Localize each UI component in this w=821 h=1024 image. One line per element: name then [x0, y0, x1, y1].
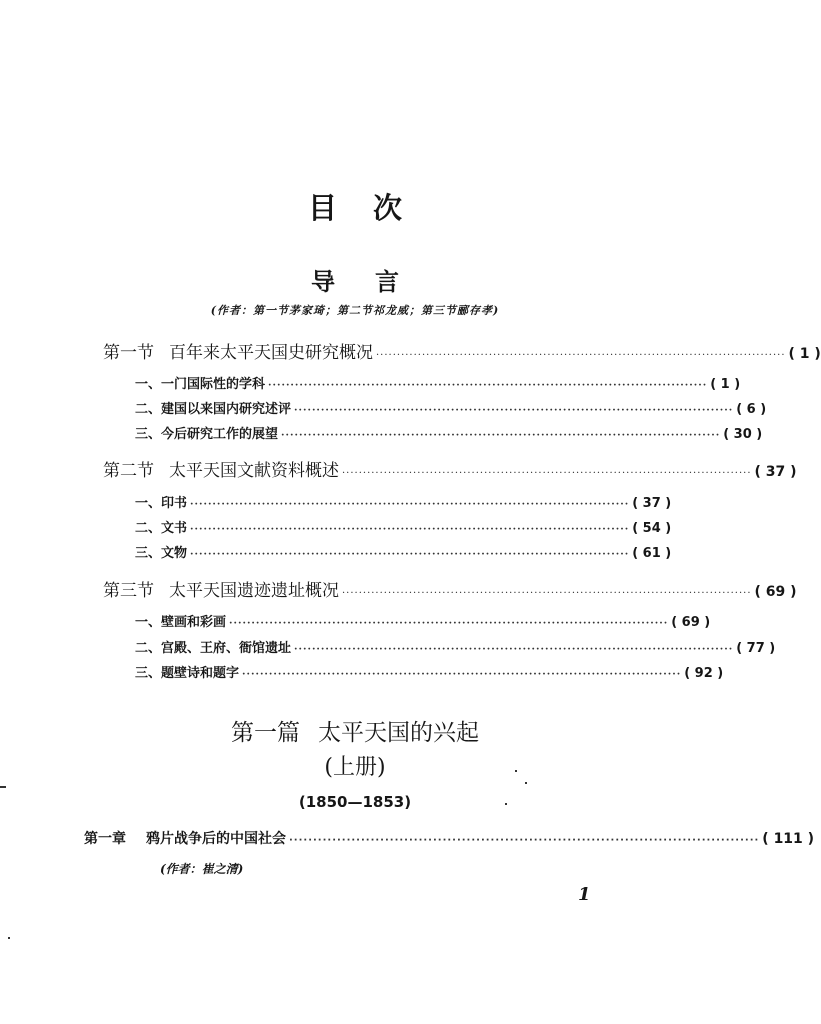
item-label: 三、文物: [135, 546, 188, 561]
dot-leader: ··································································································: [190, 499, 630, 510]
toc-item[interactable]: [135, 423, 763, 442]
item-page: ( 92 ): [684, 666, 724, 681]
page-title: 目次: [307, 191, 438, 225]
introduction-authors: (作者：第一节茅家琦；第二节祁龙威；第三节郦存孝): [210, 304, 500, 317]
toc-item[interactable]: [135, 517, 672, 536]
item-label: 二、建国以来国内研究述评: [135, 402, 292, 417]
toc-item[interactable]: [135, 398, 767, 417]
part-years: (1850—1853): [298, 793, 412, 811]
section-number: 第三节: [103, 581, 154, 601]
item-label: 一、印书: [135, 496, 188, 511]
chapter-author: (作者：崔之清): [160, 862, 244, 876]
section-number: 第二节: [103, 461, 154, 481]
toc-section-3[interactable]: [103, 576, 797, 601]
section-title: 太平天国遗迹遗址概况: [169, 581, 339, 601]
dot-leader: ··································································································: [342, 468, 752, 479]
part-number: 第一篇: [231, 720, 300, 746]
item-label: 一、壁画和彩画: [135, 615, 227, 630]
page-number: 1: [578, 884, 591, 905]
toc-section-2[interactable]: [103, 456, 797, 481]
item-page: ( 69 ): [671, 615, 711, 630]
item-label: 二、宫殿、王府、衙馆遗址: [135, 641, 292, 656]
section-page: ( 69 ): [754, 584, 797, 600]
scan-speck: [8, 937, 10, 939]
dot-leader: ··································································································: [342, 588, 752, 599]
item-page: ( 1 ): [710, 377, 741, 392]
section-page: ( 37 ): [754, 464, 797, 480]
dot-leader: ··································································································: [281, 430, 721, 441]
section-number: 第一节: [103, 343, 154, 363]
toc-item[interactable]: [135, 542, 672, 561]
scan-speck: [0, 786, 6, 788]
item-label: 三、今后研究工作的展望: [135, 427, 279, 442]
chapter-page: ( 111 ): [762, 831, 815, 847]
part-heading: [0, 714, 710, 747]
item-page: ( 30 ): [723, 427, 763, 442]
dot-leader: ··································································································: [289, 835, 760, 846]
section-title: 百年来太平天国史研究概况: [169, 343, 373, 363]
item-page: ( 54 ): [632, 521, 672, 536]
item-page: ( 6 ): [736, 402, 767, 417]
item-page: ( 61 ): [632, 546, 672, 561]
dot-leader: ··································································································: [242, 669, 682, 680]
part-title: 太平天国的兴起: [318, 720, 479, 746]
scan-speck: [525, 782, 527, 784]
toc-item[interactable]: [135, 373, 741, 392]
scan-speck: [505, 803, 507, 805]
dot-leader: ··································································································: [268, 380, 708, 391]
dot-leader: ··································································································: [376, 350, 786, 361]
item-label: 三、题壁诗和题字: [135, 666, 240, 681]
introduction-heading: 导言: [311, 268, 439, 296]
dot-leader: ··································································································: [190, 524, 630, 535]
item-page: ( 37 ): [632, 496, 672, 511]
toc-item[interactable]: [135, 492, 672, 511]
toc-chapter-1[interactable]: [84, 828, 815, 848]
chapter-title: 鸦片战争后的中国社会: [146, 831, 286, 847]
item-label: 一、一门国际性的学科: [135, 377, 266, 392]
volume-label: (上册): [324, 755, 386, 780]
dot-leader: ··································································································: [190, 549, 630, 560]
dot-leader: ··································································································: [294, 405, 734, 416]
toc-item[interactable]: [135, 611, 711, 630]
scan-speck: [515, 770, 517, 772]
toc-item[interactable]: [135, 662, 724, 681]
chapter-number: 第一章: [84, 831, 126, 847]
section-title: 太平天国文献资料概述: [169, 461, 339, 481]
item-page: ( 77 ): [736, 641, 776, 656]
toc-item[interactable]: [135, 637, 776, 656]
dot-leader: ··································································································: [294, 644, 734, 655]
dot-leader: ··································································································: [229, 618, 669, 629]
section-page: ( 1 ): [788, 346, 821, 362]
item-label: 二、文书: [135, 521, 188, 536]
toc-section-1[interactable]: [103, 338, 821, 363]
